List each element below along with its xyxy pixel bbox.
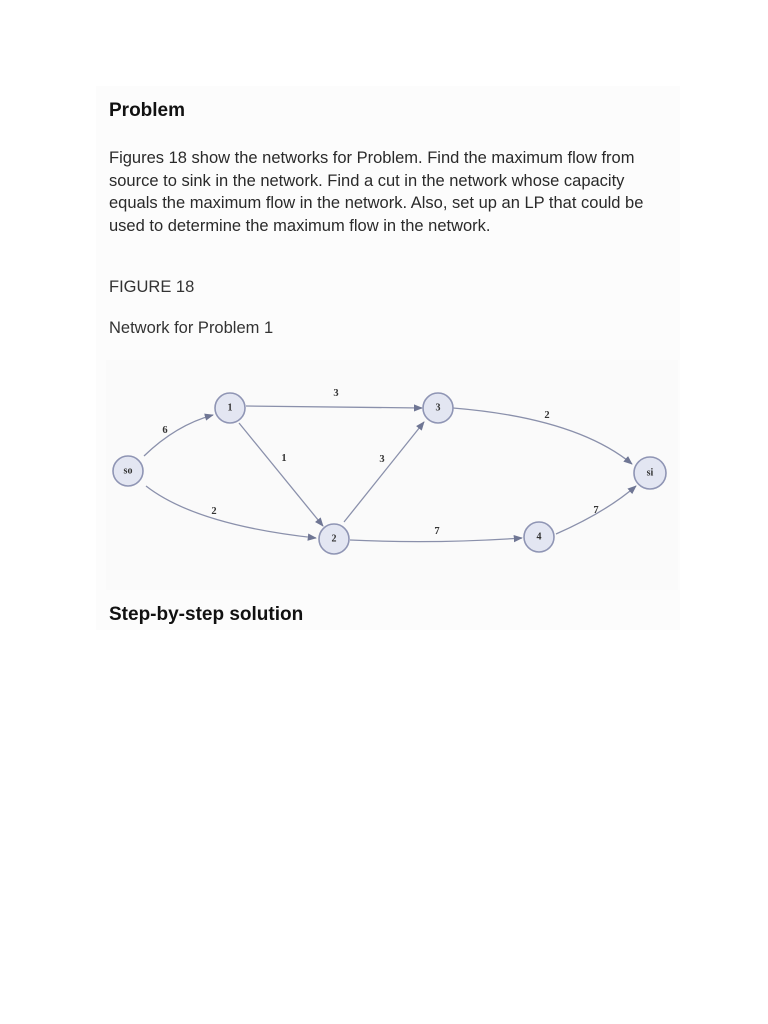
edge-label-2-3: 3 <box>379 454 385 465</box>
node-3 <box>423 393 453 423</box>
problem-heading: Problem <box>109 100 186 121</box>
node-1-label: 1 <box>227 402 233 414</box>
node-4 <box>524 522 554 552</box>
problem-text: Figures 18 show the networks for Problem. Find the maximum flow from source to sink in the network. Find a cut in the network whose capacity equals the maximum flow in the network. Also, set up an LP that could be used to determine the maximum flow in the network. <box>109 149 644 235</box>
edge-label-4-si: 7 <box>593 505 599 516</box>
edge-2-4 <box>350 538 522 542</box>
edge-label-2-4: 7 <box>434 526 440 537</box>
node-sink-label: si <box>646 467 654 479</box>
edge-so-1 <box>144 415 213 456</box>
edge-2-3 <box>344 422 424 522</box>
network-diagram <box>106 360 678 590</box>
network-figure <box>106 360 678 590</box>
node-3-label: 3 <box>435 402 441 414</box>
edge-label-1-2: 1 <box>281 453 287 464</box>
network-caption: Network for Problem 1 <box>109 319 274 337</box>
solution-heading: Step-by-step solution <box>109 604 304 625</box>
edge-1-2 <box>239 423 323 526</box>
node-2-label: 2 <box>331 533 337 545</box>
node-4-label: 4 <box>536 531 542 543</box>
node-2 <box>319 524 349 554</box>
edge-3-si <box>453 408 632 464</box>
node-source <box>113 456 143 486</box>
edge-so-2 <box>146 486 316 538</box>
edge-label-so-2: 2 <box>211 506 217 517</box>
edge-1-3 <box>246 406 422 408</box>
node-source-label: so <box>123 465 133 477</box>
node-1 <box>215 393 245 423</box>
figure-caption: FIGURE 18 <box>109 278 195 296</box>
edge-label-1-3: 3 <box>333 388 339 399</box>
edge-label-3-si: 2 <box>544 410 550 421</box>
edge-label-so-1: 6 <box>162 425 168 436</box>
node-sink <box>634 457 666 489</box>
